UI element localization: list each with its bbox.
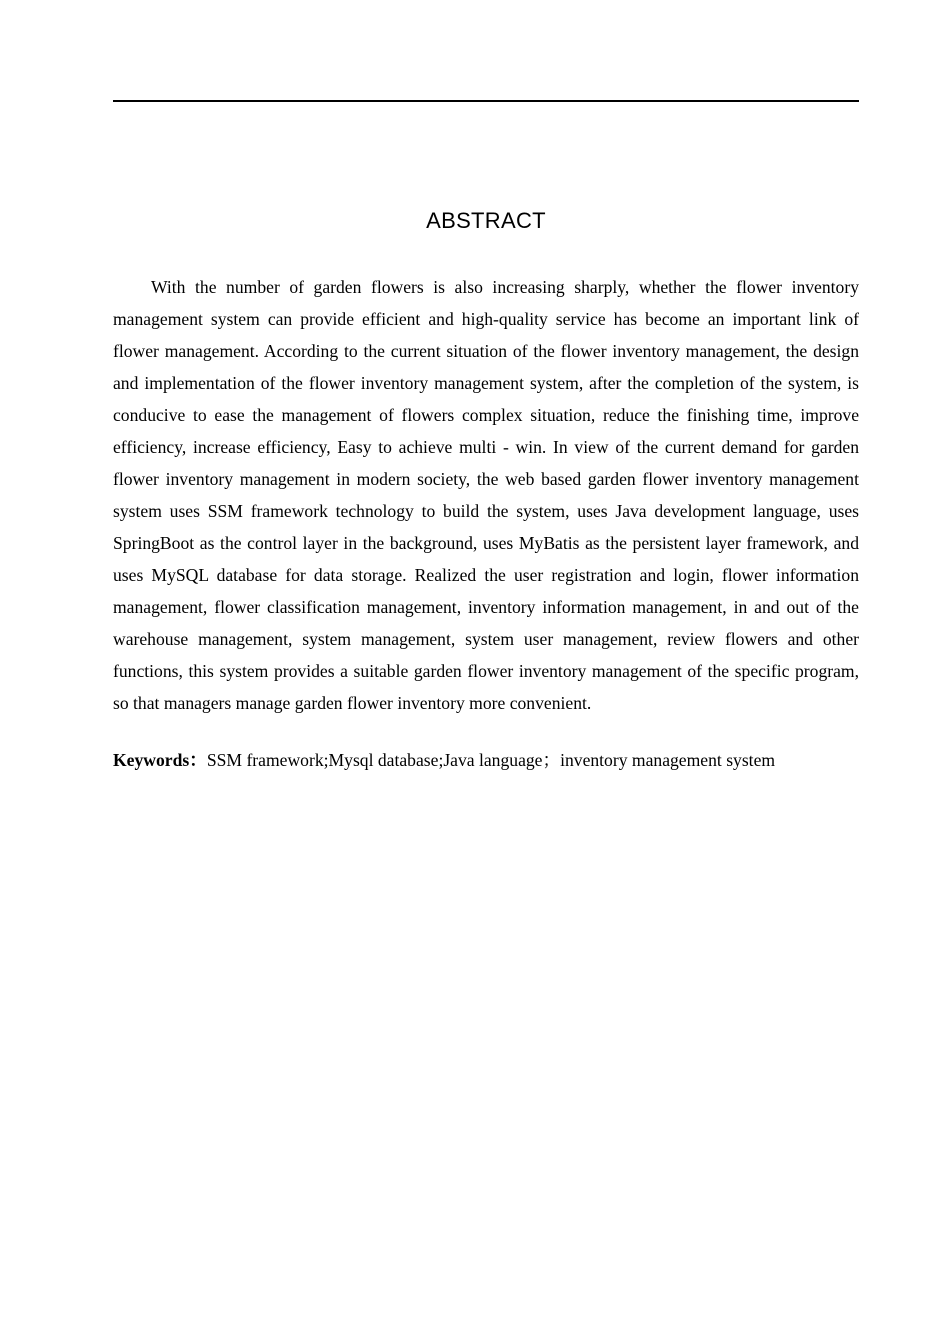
- abstract-body: With the number of garden flowers is also increasing sharply, whether the flower inventory management system can provide efficient and high-quality service has become an important link of flower management. According to the current situation of the flower inventory management, the design and implementation of the flower inventory management system, after the completion of the system, is conducive to ease the management of flowers complex situation, reduce the finishing time, improve efficiency, increase efficiency, Easy to achieve multi - win. In view of the current demand for garden flower inventory management in modern society, the web based garden flower inventory management system uses SSM framework technology to build the system, uses Java development language, uses SpringBoot as the control layer in the background, uses MyBatis as the persistent layer framework, and uses MySQL database for data storage. Realized the user registration and login, flower information management, flower classification management, inventory information management, in and out of the warehouse management, system management, system user management, review flowers and other functions, this system provides a suitable garden flower inventory management of the specific program, so that managers manage garden flower inventory more convenient.: [113, 277, 859, 713]
- keywords-value: SSM framework;Mysql database;Java language；inventory management system: [206, 750, 776, 770]
- keywords-label: Keywords：: [113, 750, 207, 770]
- page-title: ABSTRACT: [426, 208, 546, 233]
- header-rule: [113, 100, 859, 102]
- keywords-line: [113, 747, 859, 773]
